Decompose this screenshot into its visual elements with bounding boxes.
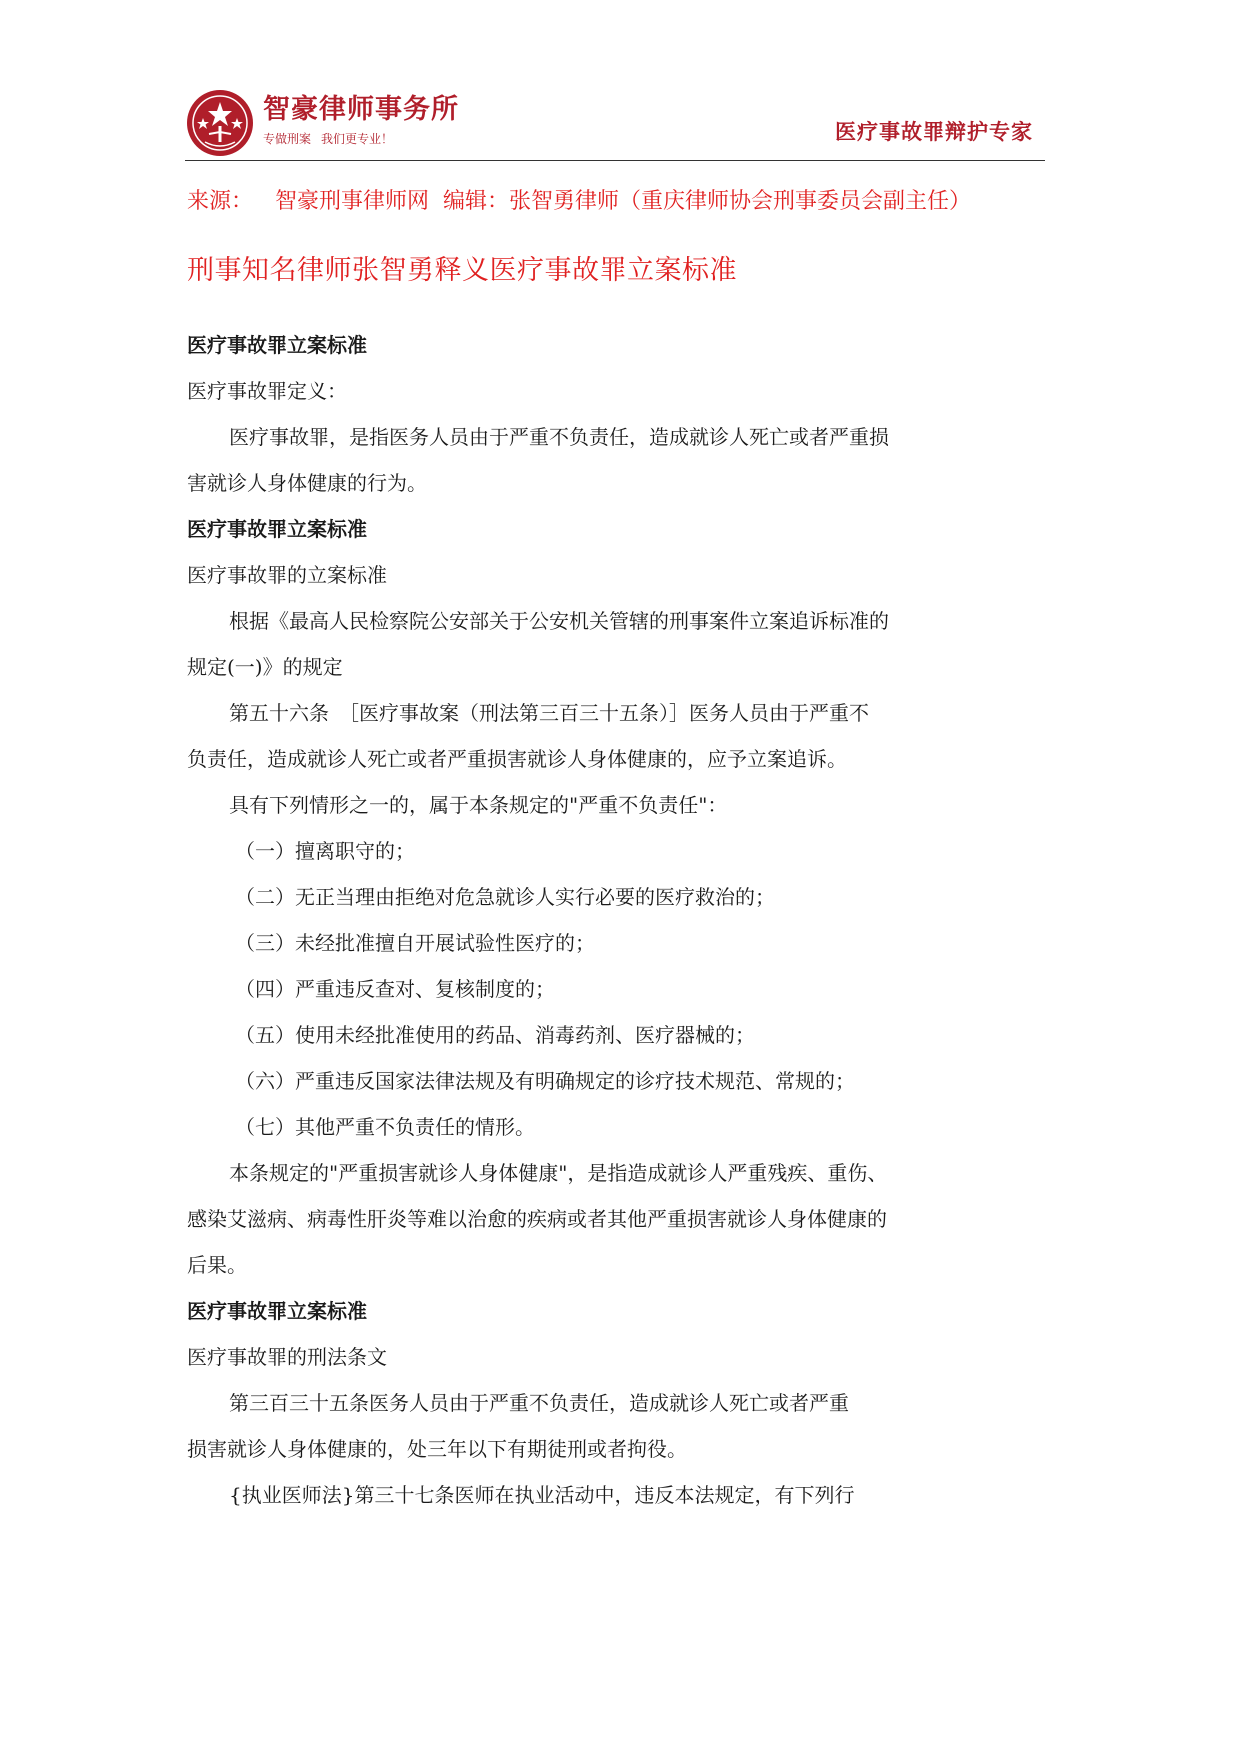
- section-heading: 医疗事故罪立案标准: [187, 1299, 367, 1323]
- source-editor: 编辑：张智勇律师（重庆律师协会刑事委员会副主任）: [443, 189, 972, 214]
- paragraph-line: 医疗事故罪，是指医务人员由于严重不负责任，造成就诊人死亡或者严重损: [229, 425, 889, 449]
- list-item: （一）擅离职守的；: [235, 839, 415, 863]
- subheading: 医疗事故罪定义：: [187, 379, 347, 403]
- paragraph-line: 损害就诊人身体健康的，处三年以下有期徒刑或者拘役。: [187, 1437, 687, 1461]
- paragraph-line: 感染艾滋病、病毒性肝炎等难以治愈的疾病或者其他严重损害就诊人身体健康的: [187, 1207, 887, 1231]
- page-header: [185, 80, 1045, 160]
- list-item: （二）无正当理由拒绝对危急就诊人实行必要的医疗救治的；: [235, 885, 775, 909]
- list-item: （六）严重违反国家法律法规及有明确规定的诊疗技术规范、常规的；: [235, 1069, 855, 1093]
- list-item: （三）未经批准擅自开展试验性医疗的；: [235, 931, 595, 955]
- paragraph-line: 规定(一)》的规定: [187, 655, 343, 679]
- source-line: [187, 184, 971, 215]
- paragraph-line: 负责任，造成就诊人死亡或者严重损害就诊人身体健康的，应予立案追诉。: [187, 747, 847, 771]
- list-item: （四）严重违反查对、复核制度的；: [235, 977, 555, 1001]
- header-divider: [185, 160, 1045, 161]
- slogan-part-2: 我们更专业！: [321, 132, 394, 146]
- subheading: 医疗事故罪的刑法条文: [187, 1345, 387, 1369]
- paragraph-line: 害就诊人身体健康的行为。: [187, 471, 427, 495]
- source-label: 来源：: [187, 189, 254, 214]
- section-heading: 医疗事故罪立案标准: [187, 333, 367, 357]
- paragraph-line: 本条规定的"严重损害就诊人身体健康"，是指造成就诊人严重残疾、重伤、: [229, 1161, 888, 1185]
- source-site: 智豪刑事律师网: [275, 189, 430, 214]
- paragraph-line: 后果。: [187, 1253, 247, 1277]
- paragraph-line: 根据《最高人民检察院公安部关于公安机关管辖的刑事案件立案追诉标准的: [229, 609, 889, 633]
- subheading: 医疗事故罪的立案标准: [187, 563, 387, 587]
- list-item: （七）其他严重不负责任的情形。: [235, 1115, 535, 1139]
- paragraph-line: {执业医师法}第三十七条医师在执业活动中，违反本法规定，有下列行: [229, 1483, 855, 1507]
- paragraph-line: 具有下列情形之一的，属于本条规定的"严重不负责任"：: [229, 793, 728, 817]
- page-title: 刑事知名律师张智勇释义医疗事故罪立案标准: [187, 255, 737, 286]
- list-item: （五）使用未经批准使用的药品、消毒药剂、医疗器械的；: [235, 1023, 755, 1047]
- paragraph-line: 第五十六条 ［医疗事故案（刑法第三百三十五条）］医务人员由于严重不: [229, 701, 869, 725]
- paragraph-line: 第三百三十五条医务人员由于严重不负责任，造成就诊人死亡或者严重: [229, 1391, 849, 1415]
- law-firm-seal-icon: [185, 88, 255, 158]
- brand-slogan: [263, 130, 459, 147]
- section-heading: 医疗事故罪立案标准: [187, 517, 367, 541]
- brand-name: 智豪律师事务所: [263, 94, 459, 125]
- slogan-part-1: 专做刑案: [263, 132, 312, 146]
- header-tagline: 医疗事故罪辩护专家: [835, 120, 1033, 144]
- document-body: [187, 322, 1057, 1518]
- brand-block: [263, 94, 459, 147]
